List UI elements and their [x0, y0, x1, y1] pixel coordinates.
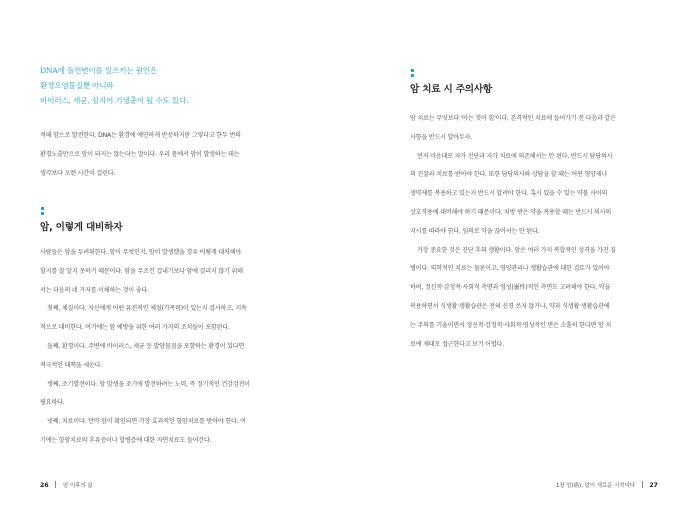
section-body	[40, 244, 332, 451]
text-line: 적으로 대비한다. 여기에는 암 예방을 위한 여러 가지의 조치들이 포함된다.	[40, 324, 230, 332]
text-line: 는 주의를 기울이면서 정신적·감정적·사회적·영성적인 면은 소홀히 한다면 암 치	[410, 321, 612, 329]
pull-quote	[40, 63, 330, 108]
text-line: 암 치료는 무엇보다 '아는 것이 힘'이다. 본격적인 치료에 들어가기 전 다음과 같은	[410, 115, 616, 122]
text-line: 의 진찰과 치료를 받아야 한다. 또한 담당의사와 상담을 할 때는 어떤 영양제나	[410, 171, 608, 179]
text-line: 복용하면서 식생활·생활습관은 전혀 신경 쓰지 않거나, 약과 식생활·생활습관에	[410, 302, 610, 310]
text-line: 하며, 정신적·감정적·사회적 측면과 영성(靈性)적인 측면도 고려해야 한다. 약을	[410, 284, 611, 292]
chapter-title: 1장 암(癌), 알이 새로운 시작이다	[556, 483, 635, 489]
text-line: 환경노출만으로 암이 되지는 않는다는 말이다. 우리 몸에서 암이 발생하는 데는	[40, 150, 240, 158]
footer-divider	[55, 481, 56, 488]
text-line: 넷째, 치료이다. 만약 암이 확인되면 가장 효과적인 항암치료를 받아야 한다. 여	[47, 418, 246, 426]
intro-paragraph	[40, 127, 332, 183]
text-line: 서는 다음의 네 가지를 이해하는 것이 좋다.	[40, 286, 149, 294]
page-number: 26	[40, 482, 49, 489]
text-line: 기에는 항암치료의 후유증이나 합병증에 대한 자연치료도 들어간다.	[40, 436, 212, 444]
text-line: 첫째, 체질이다. 자신에게 어떤 유전적인 체질(가족력)이 있는지 검사하고, 지속	[47, 305, 247, 313]
page-footer-right	[556, 481, 658, 489]
page-number: 27	[649, 482, 658, 489]
pull-quote-line: DNA에 돌연변이를 일으키는 원인은	[40, 66, 158, 75]
text-line: 셋째, 조기발견이다. 암 발생을 조기에 발견하려는 노력, 즉 정기적인 건강검진이	[47, 380, 250, 388]
text-line: 병이다. 의학적인 치료는 물론이고, 영양관리나 생활습관에 대한 검토가 있어야	[410, 265, 610, 273]
text-line: 상호작용에 대비해야 하기 때문이다. 처방 받은 약을 복용할 때는 반드시 의사의	[410, 208, 612, 216]
text-line: 먼저 마음대로 자가 진단과 자가 치료에 의존해서는 안 된다. 반드시 담당의사	[417, 152, 613, 160]
section-title: 암 치료 시 주의사항	[410, 84, 492, 95]
text-line: 사람들은 암을 두려워한다. 암이 무엇인지, 암이 발생했을 경우 어떻게 대처해야	[40, 249, 242, 256]
section-title: 암, 이렇게 대비하자	[40, 222, 123, 233]
pull-quote-line: 바이러스, 세균, 심지어 기생충이 될 수도 있다.	[40, 96, 189, 105]
book-title: 암 이후의 삶	[63, 483, 93, 489]
section-marker-icon	[410, 69, 417, 79]
section-body	[410, 110, 700, 354]
right-page	[350, 0, 700, 513]
text-line: 사항을 반드시 알아두자.	[410, 133, 473, 141]
text-line: 료에 제대로 접근한다고 보기 어렵다.	[410, 340, 504, 348]
text-line: 필요하다.	[40, 399, 65, 407]
page-footer-left	[40, 481, 93, 489]
text-line: 적극적인 대책을 세운다.	[40, 361, 103, 369]
text-line: 지시를 따라야 한다. 임의로 약을 끊어서는 안 된다.	[410, 227, 540, 235]
text-line: 할지를 잘 알지 못하기 때문이다. 암을 무조건 겁내기보다 암에 걸리지 않기 위해	[40, 267, 243, 275]
pull-quote-line: 환경오염물질뿐 아니라	[40, 81, 114, 90]
section-marker-icon	[40, 207, 47, 217]
text-line: 생각보다 오랜 시간이 걸린다.	[40, 169, 116, 177]
text-line: 생약제를 복용하고 있는지 반드시 알려야 한다. 혹시 있을 수 있는 약물 사이의	[410, 190, 608, 198]
text-line: 둘째, 환경이다. 주변에 바이러스, 세균 등 발암물질을 포함하는 환경이 있다면	[47, 342, 245, 350]
text-line: 적해 암으로 발전한다. DNA는 환경에 예민하게 반응하지만 그렇다고 한두 번의	[40, 132, 241, 139]
text-line: 가장 중요한 것은 진단 후의 생활이다. 암은 여러 가지 복합적인 성격을 가진 질	[417, 246, 616, 254]
footer-divider	[642, 481, 643, 488]
